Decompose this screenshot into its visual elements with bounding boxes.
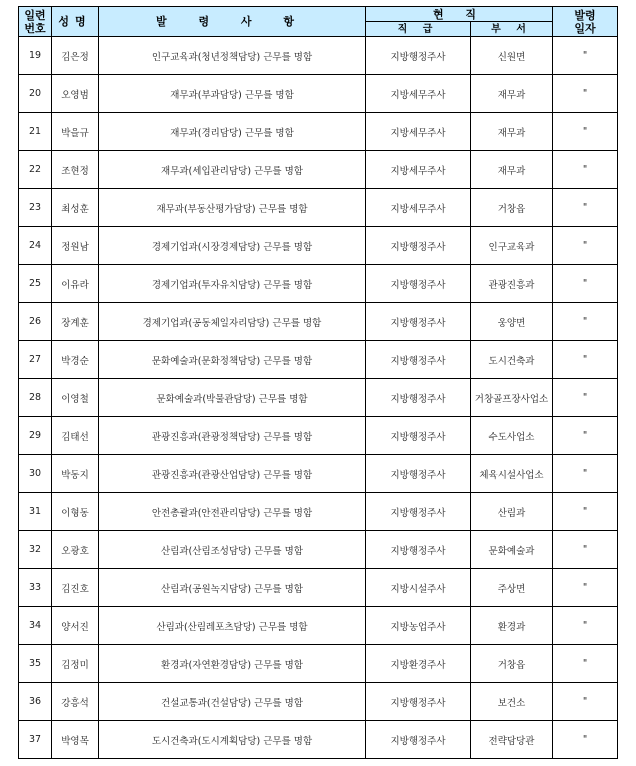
- row-name: 조현정: [52, 151, 99, 189]
- row-name: 박경순: [52, 341, 99, 379]
- row-order-number: 25: [19, 265, 52, 303]
- row-order-number: 19: [19, 37, 52, 75]
- row-order-detail: 재무과(부과담당) 근무를 명함: [99, 75, 366, 113]
- row-order-detail: 산림과(산림조성담당) 근무를 명함: [99, 531, 366, 569]
- table-row: [19, 531, 618, 569]
- row-rank: 지방행정주사: [366, 721, 471, 759]
- row-department: 재무과: [471, 151, 553, 189]
- row-rank: 지방행정주사: [366, 379, 471, 417]
- table-row: [19, 721, 618, 759]
- table-row: [19, 417, 618, 455]
- row-department: 웅양면: [471, 303, 553, 341]
- row-order-detail: 경제기업과(공동체일자리담당) 근무를 명함: [99, 303, 366, 341]
- row-name: 박을규: [52, 113, 99, 151]
- row-order-number: 33: [19, 569, 52, 607]
- row-name: 양서진: [52, 607, 99, 645]
- row-order-detail: 관광진흥과(관광산업담당) 근무를 명함: [99, 455, 366, 493]
- table-row: [19, 113, 618, 151]
- row-order-date: ": [553, 227, 618, 265]
- table-row: [19, 151, 618, 189]
- row-order-detail: 도시건축과(도시계획담당) 근무를 명함: [99, 721, 366, 759]
- row-department: 재무과: [471, 113, 553, 151]
- row-order-date: ": [553, 417, 618, 455]
- row-order-detail: 문화예술과(문화정책담당) 근무를 명함: [99, 341, 366, 379]
- table-row: [19, 189, 618, 227]
- row-rank: 지방행정주사: [366, 303, 471, 341]
- row-name: 이영철: [52, 379, 99, 417]
- row-order-date: ": [553, 607, 618, 645]
- row-order-number: 21: [19, 113, 52, 151]
- row-rank: 지방시설주사: [366, 569, 471, 607]
- row-order-number: 28: [19, 379, 52, 417]
- row-order-date: ": [553, 189, 618, 227]
- row-department: 신원면: [471, 37, 553, 75]
- row-order-date: ": [553, 645, 618, 683]
- personnel-order-table: [18, 6, 618, 759]
- row-rank: 지방행정주사: [366, 265, 471, 303]
- row-order-date: ": [553, 37, 618, 75]
- table-row: [19, 683, 618, 721]
- row-order-number: 36: [19, 683, 52, 721]
- row-department: 거창읍: [471, 645, 553, 683]
- row-department: 도시건축과: [471, 341, 553, 379]
- row-rank: 지방세무주사: [366, 189, 471, 227]
- row-order-date: ": [553, 113, 618, 151]
- header-date-line1: 발령: [574, 8, 596, 22]
- header-action: 발 령 사 항: [99, 7, 366, 37]
- row-order-detail: 산림과(공원녹지담당) 근무를 명함: [99, 569, 366, 607]
- row-rank: 지방세무주사: [366, 151, 471, 189]
- row-name: 이유라: [52, 265, 99, 303]
- row-order-detail: 문화예술과(박물관담당) 근무를 명함: [99, 379, 366, 417]
- row-order-number: 20: [19, 75, 52, 113]
- row-department: 거창골프장사업소: [471, 379, 553, 417]
- row-order-number: 35: [19, 645, 52, 683]
- row-order-number: 32: [19, 531, 52, 569]
- header-row-top: [19, 7, 618, 22]
- row-order-number: 23: [19, 189, 52, 227]
- row-order-date: ": [553, 683, 618, 721]
- row-order-date: ": [553, 721, 618, 759]
- row-name: 박동지: [52, 455, 99, 493]
- row-order-date: ": [553, 265, 618, 303]
- row-order-detail: 관광진흥과(관광정책담당) 근무를 명함: [99, 417, 366, 455]
- table-row: [19, 607, 618, 645]
- row-department: 환경과: [471, 607, 553, 645]
- personnel-order-rows: [19, 37, 618, 759]
- header-order-line1: 일련: [24, 8, 46, 22]
- table-row: [19, 493, 618, 531]
- table-row: [19, 645, 618, 683]
- header-dept: 부 서: [471, 22, 553, 37]
- row-rank: 지방환경주사: [366, 645, 471, 683]
- row-order-date: ": [553, 531, 618, 569]
- table-row: [19, 455, 618, 493]
- row-order-detail: 재무과(세입관리담당) 근무를 명함: [99, 151, 366, 189]
- row-order-date: ": [553, 569, 618, 607]
- header-date: [553, 7, 618, 37]
- row-order-date: ": [553, 151, 618, 189]
- row-rank: 지방행정주사: [366, 37, 471, 75]
- row-order-detail: 안전총괄과(안전관리담당) 근무를 명함: [99, 493, 366, 531]
- row-rank: 지방행정주사: [366, 493, 471, 531]
- row-order-date: ": [553, 75, 618, 113]
- table-row: [19, 303, 618, 341]
- row-name: 장계훈: [52, 303, 99, 341]
- row-order-detail: 재무과(부동산평가담당) 근무를 명함: [99, 189, 366, 227]
- row-order-number: 27: [19, 341, 52, 379]
- row-order-detail: 산림과(산림레포츠담당) 근무를 명함: [99, 607, 366, 645]
- row-order-number: 30: [19, 455, 52, 493]
- row-rank: 지방행정주사: [366, 455, 471, 493]
- row-order-date: ": [553, 455, 618, 493]
- row-name: 김태선: [52, 417, 99, 455]
- row-department: 수도사업소: [471, 417, 553, 455]
- row-rank: 지방세무주사: [366, 113, 471, 151]
- row-order-detail: 인구교육과(청년정책담당) 근무를 명함: [99, 37, 366, 75]
- row-department: 주상면: [471, 569, 553, 607]
- header-rank: 직 급: [366, 22, 471, 37]
- row-order-number: 24: [19, 227, 52, 265]
- row-order-number: 29: [19, 417, 52, 455]
- row-department: 전략담당관: [471, 721, 553, 759]
- row-name: 김진호: [52, 569, 99, 607]
- header-order-line2: 번호: [24, 21, 46, 35]
- row-department: 관광진흥과: [471, 265, 553, 303]
- row-order-number: 22: [19, 151, 52, 189]
- row-name: 오광호: [52, 531, 99, 569]
- row-department: 체육시설사업소: [471, 455, 553, 493]
- row-department: 보건소: [471, 683, 553, 721]
- header-name: 성명: [52, 7, 99, 37]
- row-order-date: ": [553, 379, 618, 417]
- row-rank: 지방농업주사: [366, 607, 471, 645]
- table-row: [19, 37, 618, 75]
- row-order-detail: 재무과(경리담당) 근무를 명함: [99, 113, 366, 151]
- table-row: [19, 265, 618, 303]
- row-rank: 지방행정주사: [366, 417, 471, 455]
- row-name: 김정미: [52, 645, 99, 683]
- row-department: 재무과: [471, 75, 553, 113]
- table-row: [19, 379, 618, 417]
- table-row: [19, 341, 618, 379]
- row-name: 오영범: [52, 75, 99, 113]
- row-rank: 지방행정주사: [366, 683, 471, 721]
- row-order-detail: 경제기업과(시장경제담당) 근무를 명함: [99, 227, 366, 265]
- row-name: 강흥석: [52, 683, 99, 721]
- header-order: [19, 7, 52, 37]
- row-name: 이형동: [52, 493, 99, 531]
- row-rank: 지방세무주사: [366, 75, 471, 113]
- row-department: 산림과: [471, 493, 553, 531]
- row-order-date: ": [553, 341, 618, 379]
- row-department: 인구교육과: [471, 227, 553, 265]
- table-row: [19, 227, 618, 265]
- row-order-detail: 건설교통과(건설담당) 근무를 명함: [99, 683, 366, 721]
- row-department: 문화예술과: [471, 531, 553, 569]
- row-rank: 지방행정주사: [366, 531, 471, 569]
- row-order-number: 34: [19, 607, 52, 645]
- row-department: 거창읍: [471, 189, 553, 227]
- row-name: 김은정: [52, 37, 99, 75]
- row-order-number: 37: [19, 721, 52, 759]
- row-rank: 지방행정주사: [366, 227, 471, 265]
- table-row: [19, 569, 618, 607]
- table-row: [19, 75, 618, 113]
- row-order-number: 26: [19, 303, 52, 341]
- row-order-date: ": [553, 493, 618, 531]
- row-order-detail: 경제기업과(투자유치담당) 근무를 명함: [99, 265, 366, 303]
- row-name: 최성훈: [52, 189, 99, 227]
- row-name: 정원남: [52, 227, 99, 265]
- header-date-line2: 일자: [574, 21, 596, 35]
- header-current-position: 현 직: [366, 7, 553, 22]
- row-order-detail: 환경과(자연환경담당) 근무를 명함: [99, 645, 366, 683]
- row-name: 박영목: [52, 721, 99, 759]
- row-rank: 지방행정주사: [366, 341, 471, 379]
- row-order-date: ": [553, 303, 618, 341]
- row-order-number: 31: [19, 493, 52, 531]
